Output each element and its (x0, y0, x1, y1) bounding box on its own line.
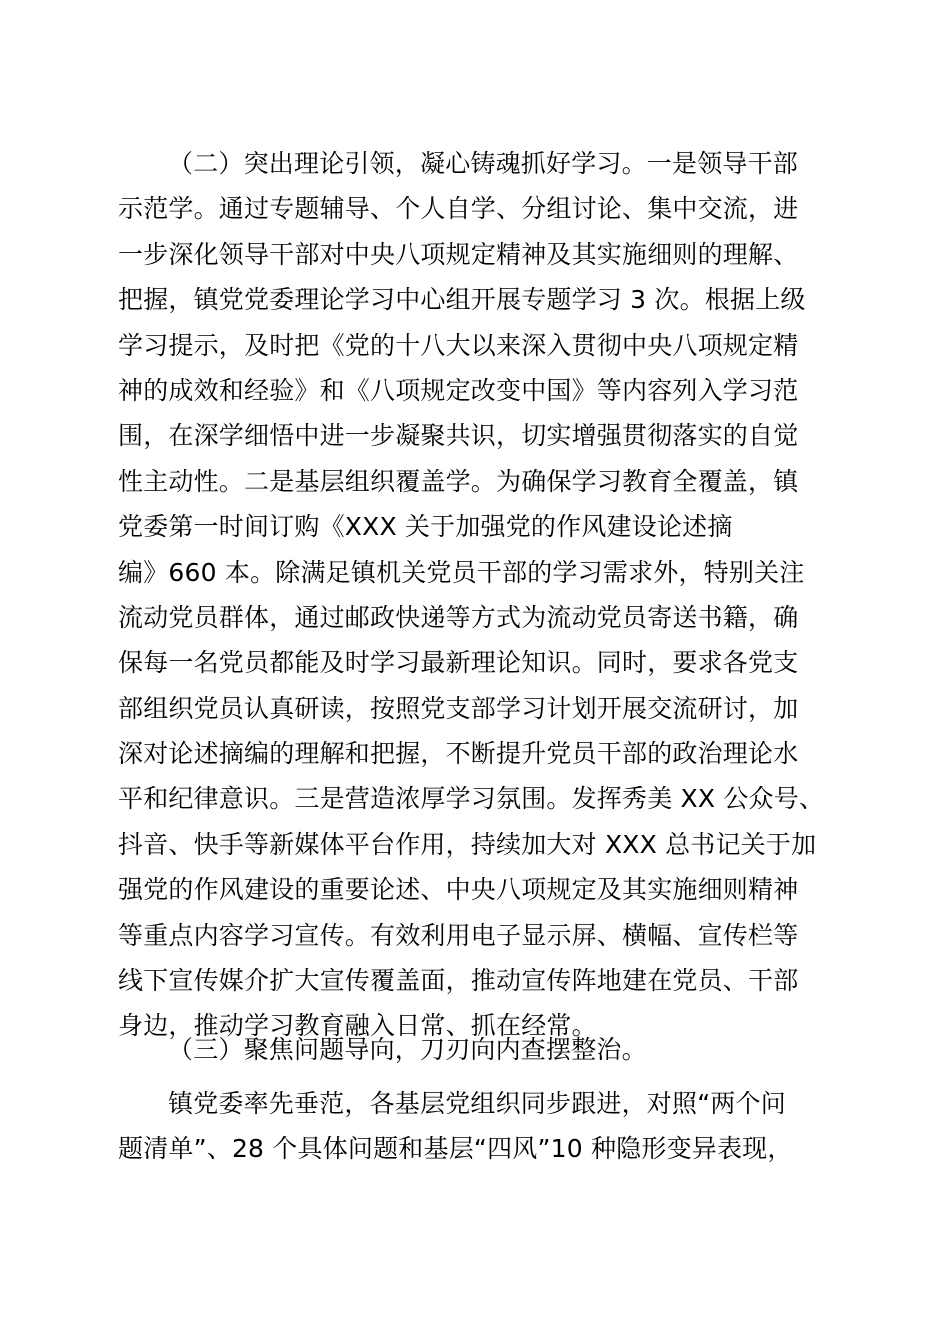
text-line: 部组织党员认真研读，按照党支部学习计划开展交流研讨，加 (118, 693, 799, 723)
text-line: 一步深化领导干部对中央八项规定精神及其实施细则的理解、 (118, 239, 799, 269)
text-line: 抖音、快手等新媒体平台作用，持续加大对 XXX 总书记关于加 (118, 829, 817, 859)
text-line: （二）突出理论引领，凝心铸魂抓好学习。一是领导干部 (168, 149, 799, 178)
text-line: 保每一名党员都能及时学习最新理论知识。同时，要求各党支 (118, 648, 799, 678)
text-line: 身边，推动学习教育融入日常、抓在经常。 (118, 1011, 597, 1041)
text-line: 线下宣传媒介扩大宣传覆盖面，推动宣传阵地建在党员、干部 (118, 966, 799, 996)
paragraph-rectification (118, 1081, 838, 1172)
text-line: 深对论述摘编的理解和把握，不断提升党员干部的政治理论水 (118, 739, 799, 769)
text-line: 把握，镇党党委理论学习中心组开展专题学习 3 次。根据上级 (118, 285, 806, 315)
heading-line: （三）聚焦问题导向，刀刃向内查摆整治。 (168, 1035, 647, 1064)
section-heading (118, 1027, 838, 1072)
text-line: 示范学。通过专题辅导、个人自学、分组讨论、集中交流，进 (118, 194, 799, 224)
text-line: 学习提示，及时把《党的十八大以来深入贯彻中央八项规定精 (118, 330, 799, 360)
text-line: 神的成效和经验》和《八项规定改变中国》等内容列入学习范 (118, 375, 799, 405)
paragraph-learning (118, 141, 838, 1049)
text-line: 强党的作风建设的重要论述、中央八项规定及其实施细则精神 (118, 875, 799, 905)
text-line: 性主动性。二是基层组织覆盖学。为确保学习教育全覆盖，镇 (118, 466, 799, 496)
text-line: 围，在深学细悟中进一步凝聚共识，切实增强贯彻落实的自觉 (118, 421, 799, 451)
text-line: 党委第一时间订购《XXX 关于加强党的作风建设论述摘 (118, 512, 733, 542)
text-line: 镇党委率先垂范，各基层党组织同步跟进，对照“两个问 (168, 1089, 786, 1118)
text-line: 编》660 本。除满足镇机关党员干部的学习需求外，特别关注 (118, 557, 805, 587)
text-line: 流动党员群体，通过邮政快递等方式为流动党员寄送书籍，确 (118, 602, 799, 632)
text-line: 平和纪律意识。三是营造浓厚学习氛围。发挥秀美 XX 公众号、 (118, 784, 825, 814)
text-line: 等重点内容学习宣传。有效利用电子显示屏、横幅、宣传栏等 (118, 920, 799, 950)
text-line: 题清单”、28 个具体问题和基层“四风”10 种隐形变异表现， (118, 1134, 793, 1164)
